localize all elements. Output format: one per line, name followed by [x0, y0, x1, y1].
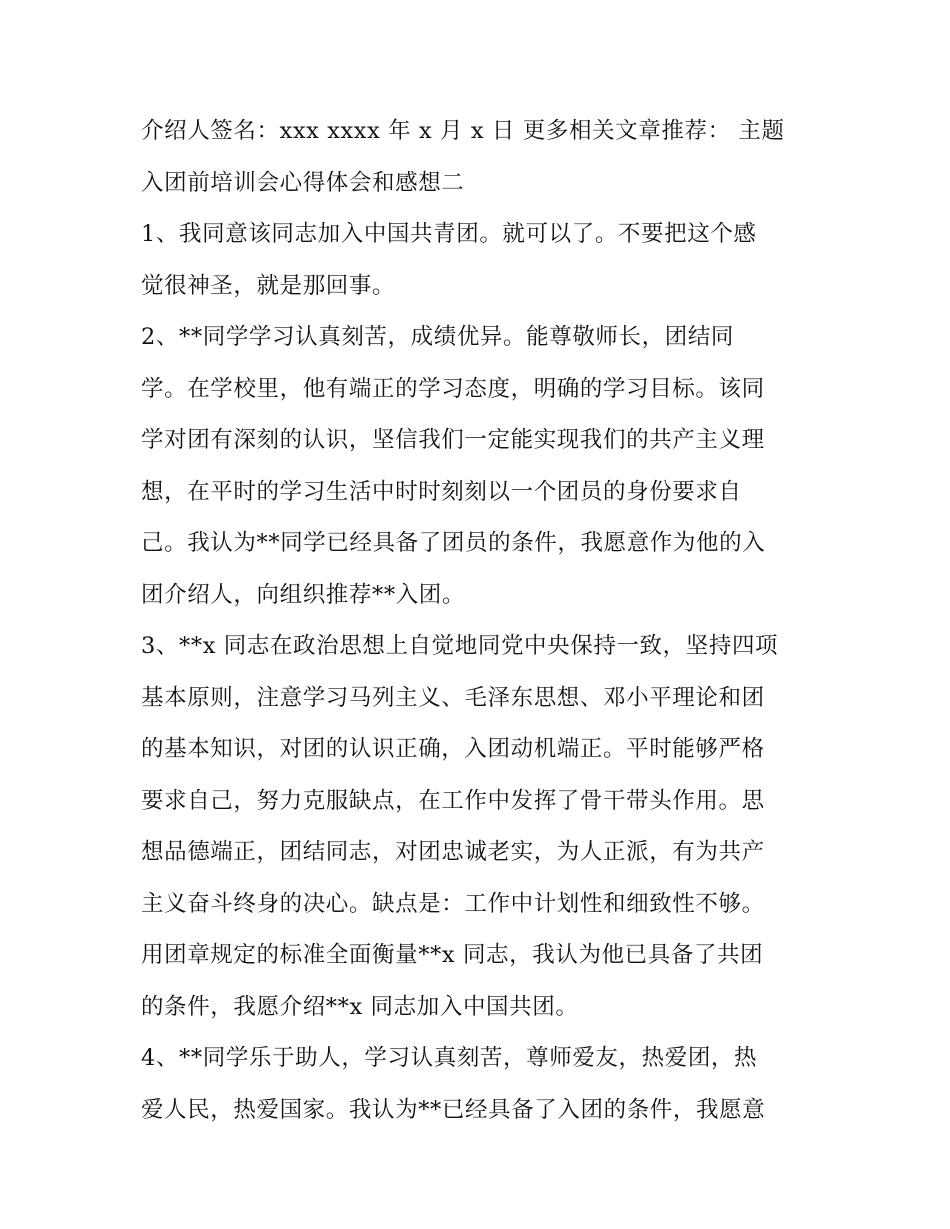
text-line: 用团章规定的标准全面衡量**x 同志，我认为他已具备了共团: [141, 942, 764, 968]
text-line: 想，在平时的学习生活中时时刻刻以一个团员的身份要求自: [141, 478, 742, 505]
text-line: 团介绍人，向组织推荐**入团。: [141, 581, 466, 608]
text-line: 己。我认为**同学已经具备了团员的条件，我愿意作为他的入: [141, 530, 766, 556]
text-line-signature: 介绍人签名：xxx xxxx 年 x 月 x 日 更多相关文章推荐： 主题: [141, 118, 785, 144]
text-line: 3、**x 同志在政治思想上自觉地同党中央保持一致，坚持四项: [141, 633, 779, 659]
text-line-heading: 入团前培训会心得体会和感想二: [141, 169, 465, 196]
text-line: 觉很神圣，就是那回事。: [141, 272, 396, 299]
text-line: 要求自己，努力克服缺点，在工作中发挥了骨干带头作用。思: [141, 787, 765, 814]
text-line: 爱人民，热爱国家。我认为**已经具备了入团的条件，我愿意: [141, 1096, 766, 1123]
text-line: 主义奋斗终身的决心。缺点是：工作中计划性和细致性不够。: [141, 890, 765, 917]
text-line: 的条件，我愿介绍**x 同志加入中国共团。: [141, 993, 579, 1020]
text-line: 4、**同学乐于助人，学习认真刻苦，尊师爱友，热爱团，热: [141, 1045, 758, 1071]
text-line: 学。在学校里，他有端正的学习态度，明确的学习目标。该同: [141, 375, 765, 402]
text-line: 学对团有深刻的认识，坚信我们一定能实现我们的共产主义理: [141, 427, 765, 453]
text-line: 的基本知识，对团的认识正确，入团动机端正。平时能够严格: [141, 736, 765, 762]
text-line: 基本原则，注意学习马列主义、毛泽东思想、邓小平理论和团: [141, 684, 765, 711]
text-line: 1、我同意该同志加入中国共青团。就可以了。不要把这个感: [141, 221, 757, 247]
text-line: 2、**同学学习认真刻苦，成绩优异。能尊敬师长，团结同: [141, 324, 735, 350]
text-line: 想品德端正，团结同志，对团忠诚老实，为人正派，有为共产: [141, 839, 765, 865]
document-body: [141, 106, 821, 1136]
